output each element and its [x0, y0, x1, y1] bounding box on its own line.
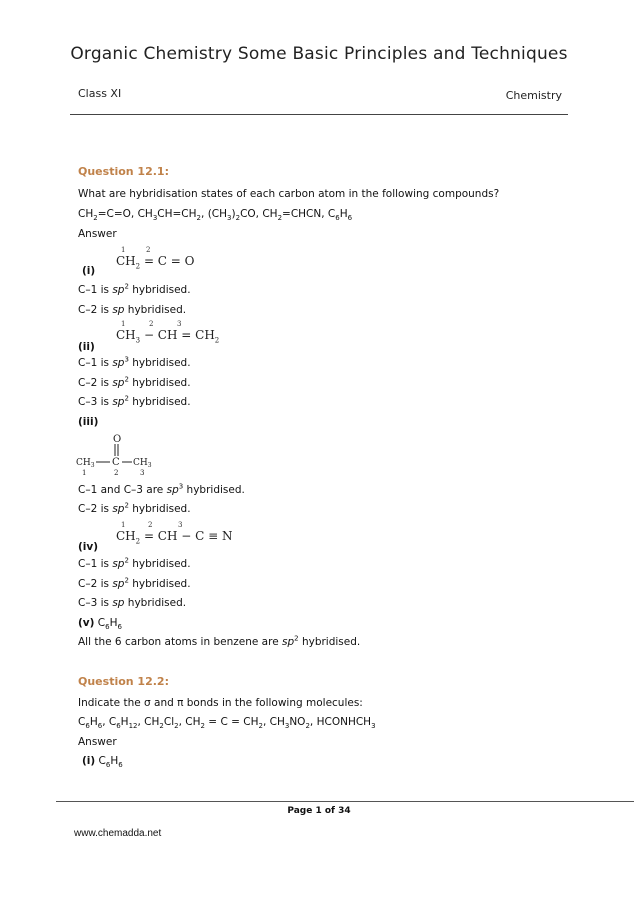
part-i-line: (i) $C_6H_6$	[82, 755, 123, 770]
question-heading: Question 12.1:	[78, 165, 169, 178]
structure-numbering: 1	[121, 521, 126, 529]
svg-text:1: 1	[82, 469, 87, 476]
part-label: (ii)	[78, 341, 95, 353]
svg-text:O: O	[113, 434, 122, 445]
answer-line: C–1 is $sp^2$ hybridised.	[78, 282, 191, 296]
answer-line: C–1 and C–3 are $sp^3$ hybridised.	[78, 482, 245, 496]
structure-numbering: 3	[177, 320, 182, 328]
question-heading: Question 12.2:	[78, 675, 169, 688]
question-text: What are hybridisation states of each carbon atom in the following compounds?	[78, 188, 500, 200]
class-label: Class XI	[78, 87, 122, 100]
answer-line: C–2 is $sp^2$ hybridised.	[78, 576, 191, 590]
document-title: Organic Chemistry Some Basic Principles and Techniques	[70, 44, 568, 64]
part-label: (v)	[78, 617, 95, 629]
answer-line: C–3 is $sp^2$ hybridised.	[78, 394, 191, 408]
answer-line: C–3 is sp hybridised.	[78, 597, 187, 609]
compound-list: $CH_2=C=O$, $CH_3CH=CH_2$, $(CH_3)_2CO$, $CH_2=CHCN$, $C_6H_6$	[78, 208, 353, 223]
svg-text:C: C	[112, 457, 120, 468]
structure-numbering: 2	[148, 521, 153, 529]
answer-line: C–1 is $sp^3$ hybridised.	[78, 355, 191, 369]
svg-text:3: 3	[140, 469, 145, 476]
answer-label: Answer	[78, 736, 117, 748]
structure-numbering: 1	[121, 320, 126, 328]
structure-numbering: 2	[149, 320, 154, 328]
structure-iv: $CH_2$ = CH − C ≡ N	[116, 529, 233, 546]
structure-numbering: 3	[178, 521, 183, 529]
svg-text:CH3: $CH_3$	[76, 458, 95, 469]
answer-line: C–1 is $sp^2$ hybridised.	[78, 556, 191, 570]
header-rule	[70, 114, 568, 115]
answer-line: C–2 is $sp^2$ hybridised.	[78, 501, 191, 515]
answer-line: C–2 is $sp^2$ hybridised.	[78, 375, 191, 389]
subject-label: Chemistry	[505, 89, 562, 102]
compound-list: $C_6H_6$, $C_6H_{12}$, $CH_2Cl_2$, $CH_2 = C = CH_2$, $CH_3NO_2$, $HCONHCH_3$	[78, 716, 376, 731]
part-v-line: (v) $C_6H_6$	[78, 617, 122, 632]
structure-numbering: 1	[121, 246, 126, 254]
answer-label: Answer	[78, 228, 117, 240]
svg-text:2: 2	[114, 469, 119, 476]
page-number: Page 1 of 34	[287, 806, 351, 816]
answer-line: C–2 is sp hybridised.	[78, 304, 187, 316]
structure-ii: $CH_3$ − CH = $CH_2$	[116, 328, 220, 345]
answer-line: All the 6 carbon atoms in benzene are $sp^2$ hybridised.	[78, 634, 361, 648]
site-url: www.chemadda.net	[74, 828, 162, 839]
structure-iii	[76, 432, 156, 476]
svg-text:CH3: $CH_3$	[133, 458, 152, 469]
part-label: (iv)	[78, 541, 99, 553]
part-label: (i)	[82, 265, 96, 277]
part-label: (i)	[82, 755, 96, 767]
part-label: (iii)	[78, 416, 99, 428]
footer-rule	[56, 801, 634, 802]
structure-numbering: 2	[146, 246, 151, 254]
structure-i: $CH_2 = C = O$	[116, 254, 195, 271]
question-text: Indicate the σ and π bonds in the following molecules:	[78, 697, 363, 709]
